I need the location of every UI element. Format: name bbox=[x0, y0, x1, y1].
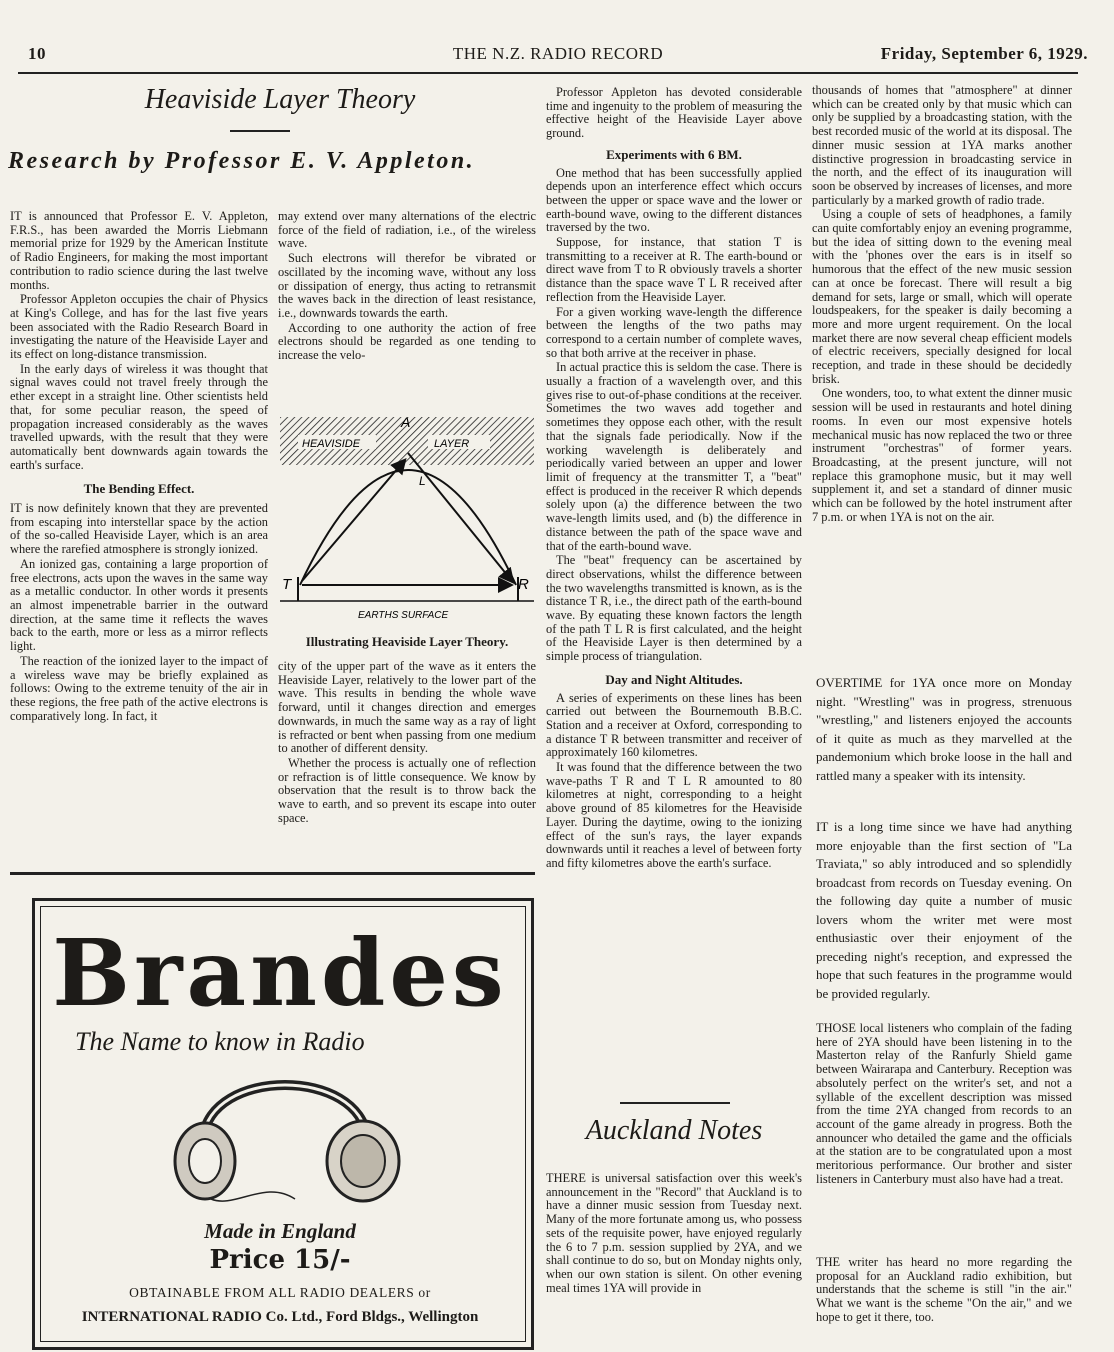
brandes-advert bbox=[32, 898, 534, 1350]
advert-company: INTERNATIONAL RADIO Co. Ltd., Ford Bldgs., Wellington bbox=[81, 1309, 479, 1325]
paragraph: The reaction of the ionized layer to the impact of a wireless wave may be briefly explained as follows: Owing to the extreme tenuity of the air in these regions, the free path of the active electrons is comparatively long. In fact, it bbox=[10, 653, 268, 723]
article-end-rule bbox=[10, 872, 535, 875]
diagram-caption: Illustrating Heaviside Layer Theory. bbox=[305, 634, 509, 649]
overtime-note bbox=[816, 674, 1072, 810]
label-heaviside: HEAVISIDE bbox=[302, 438, 361, 450]
advert-price: Price 15/- bbox=[209, 1245, 351, 1275]
paragraph: IT is a long time since we have had anything more enjoyable than the first section of "La Traviata," so ably introduced and so splendidly broadcast from records on Tuesday evening. On the following day quite a number of music lovers whom the writer met were most enthusiastic over their enjoyment of the preceding night's reception, and expressed the hope that such features in the programme would be provided regularly. bbox=[816, 819, 1072, 1001]
paragraph: thousands of homes that "atmosphere" at dinner which can be created only by that music which can only be supplied by a broadcasting station, with the best recorded music of the world at its disposal. The dinner music session at 1YA marks another distinctive progression in broadcasting service in the north, and the effect of its inauguration will soon be observed by increases of licenses, and more particularly by a marked growth of radio trade. bbox=[812, 84, 1072, 207]
auckland-divider bbox=[620, 1102, 730, 1104]
article-column-1 bbox=[10, 210, 268, 865]
bending-heading: The Bending Effect. bbox=[83, 481, 195, 497]
header-rule bbox=[18, 72, 1078, 74]
article-column-2-bottom bbox=[278, 660, 536, 865]
paragraph: One wonders, too, to what extent the dinner music session will be used in restaurants and hotel dining rooms. In even our most expensive hotels mechanical music has now replaced the two or three instrument "orchestras" of former years. Broadcasting, at the present juncture, will not replace this gramophone music, but it may well supplement it, and set a standard of dinner music which can be followed by the hotel instrument after 7 p.m. or when 1YA is not on the air. bbox=[812, 386, 1072, 524]
day-night-heading: Day and Night Altitudes. bbox=[605, 671, 743, 687]
paragraph: may extend over many alternations of the electric force of the field of radiation, i.e., of the wireless wave. bbox=[278, 210, 536, 251]
paragraph: Whether the process is actually one of reflection or refraction is of little consequence. We know by observation that the result is to throw back the wave to earth, and so prevent its escape into outer space. bbox=[278, 755, 536, 825]
page-header bbox=[28, 44, 1088, 70]
label-l: L bbox=[419, 474, 426, 488]
issue-date: Friday, September 6, 1929. bbox=[880, 44, 1088, 63]
paragraph: THERE is universal satisfaction over this week's announcement in the "Record" that Auckland is to have a dinner music session from Tuesday next. Many of the more fortunate among us, who possess sets of the requisite power, have enjoyed regularly the 6 to 7 p.m. session supplied by 2YA, and we shall continue to do so, but on Monday nights only, when our own station is silent. On other evening meal times 1YA will provide in bbox=[546, 1172, 802, 1295]
paragraph: IT is now definitely known that they are prevented from escaping into interstellar space by the action of the so-called Heaviside Layer, which is an area where the rarefied atmosphere is strongly ionized. bbox=[10, 501, 268, 557]
heaviside-diagram bbox=[278, 405, 536, 635]
auckland-column-4 bbox=[812, 84, 1072, 664]
label-t: T bbox=[282, 576, 292, 593]
title-divider bbox=[230, 130, 290, 132]
paragraph: It was found that the difference between the two wave-paths T R and T L R amounted to 80 kilometres at night, corresponding to a height above ground of 85 kilometres for the Heaviside Layer. During the daytime, owing to the ionizing effect of the sun's rays, the layer expands downwards until it reaches a level of between forty and fifty kilometres above the earth's surface. bbox=[546, 760, 802, 870]
paragraph: In actual practice this is seldom the case. There is usually a fraction of a wavelength over, and this gives rise to out-of-phase conditions at the receiver. Sometimes the two waves add together and sometimes they oppose each other, with the result that the signals fade periodically. Now if the working wavelength is deliberately and periodically varied between an upper and lower limit of frequency at the transmitter T, a "beat" effect is produced in the receiver R which depends solely upon (a) the difference between the two wave-length limits used, and (b) the difference in distance between the path of the space wave and that of the earth-bound wave. bbox=[546, 360, 802, 553]
advert-made-in: Made in England bbox=[204, 1219, 356, 1243]
paragraph: THOSE local listeners who complain of the fading here of 2YA should have been listening in to the Masterton relay of the Ranfurly Shield game between Wairarapa and Canterbury. Reception was absolutely perfect on the writer's set, and not a syllable of the excellent description was missed from the time 2YA changed from records to an account of the game already in progress. Both the announcer who detailed the game and the officials at the station are to be congratulated upon a most meritorious performance. Our brother and sister listeners in Canterbury must also have had a treat. bbox=[816, 1022, 1072, 1186]
paragraph: THE writer has heard no more regarding the proposal for an Auckland radio exhibition, but understands that the scheme is still "in the air." What we want is the scheme "On the air," and we hope to get it there, too. bbox=[816, 1256, 1072, 1324]
paragraph: Using a couple of sets of headphones, a family can quite comfortably enjoy an evening programme, but the idea of sitting down to the evening meal with the 'phones over the ears is in itself so humorous that the effect of the new music session can at once be forecast. There will result a big demand for sets, large or small, which will operate loudspeakers, for the speaker is daily becoming a more and more urgent requirement. On the local market there are now several cheap efficient models of electric receivers, specially designed for local reception, and trade in these should be decidedly brisk. bbox=[812, 207, 1072, 386]
article-column-2-top bbox=[278, 210, 536, 400]
paragraph: Professor Appleton occupies the chair of Physics at King's College, and has for the last five years been associated with the Radio Research Board in investigating the nature of the Heaviside Layer and its effect on long-distance transmission. bbox=[10, 292, 268, 362]
paragraph: In the early days of wireless it was thought that signal waves could not travel freely through the ether except in a straight line. Other scientists held that, for some peculiar reason, the speed of propagation increased considerably as the waves travelled upwards, with the result that they were automatically bent downwards again towards the earth's surface. bbox=[10, 361, 268, 472]
article-subtitle: Research by Professor E. V. Appleton. bbox=[8, 148, 476, 174]
label-a: A bbox=[401, 414, 411, 430]
headphones-illustration bbox=[145, 1059, 425, 1209]
paragraph: According to one authority the action of free electrons should be regarded as one tending to increase the velo- bbox=[278, 320, 536, 363]
advert-brand: Brandes bbox=[52, 919, 508, 1027]
page-number: 10 bbox=[28, 44, 46, 63]
paragraph: Suppose, for instance, that station T is transmitting to a receiver at R. The earth-bound or direct wave from T to R obviously travels a shorter distance than the space wave T L R received after reflection from the Heaviside Layer. bbox=[546, 235, 802, 304]
paragraph: For a given working wave-length the difference between the lengths of the two paths may correspond to a certain number of complete waves, so that both arrive at the receiver in phase. bbox=[546, 304, 802, 360]
ray-tl bbox=[302, 461, 404, 581]
label-r: R bbox=[518, 576, 529, 593]
advert-tagline: The Name to know in Radio bbox=[75, 1027, 365, 1056]
space-wave-path bbox=[300, 470, 516, 585]
traviata-note bbox=[816, 818, 1072, 1012]
paragraph: IT is announced that Professor E. V. Appleton, F.R.S., has been awarded the Morris Liebmann memorial prize for 1929 by the American Institute of Radio Engineers, for making the most important contribution to radio science during the last twelve months. bbox=[10, 210, 268, 292]
article-column-3 bbox=[546, 86, 802, 1086]
auckland-title: Auckland Notes bbox=[585, 1115, 763, 1146]
paragraph: Such electrons will therefor be vibrated or oscillated by the incoming wave, without any loss or dissipation of energy, thus acting to retransmit the waves back in the direction of least resistance, i.e., downwards towards the earth. bbox=[278, 251, 536, 320]
those-note bbox=[816, 1022, 1072, 1252]
col1-intro bbox=[10, 210, 268, 472]
ray-lr bbox=[408, 453, 512, 581]
label-earth: EARTHS SURFACE bbox=[358, 610, 449, 621]
paragraph: One method that has been successfully applied depends upon an interference effect which occurs between the upper or space wave and the lower or earth-bound wave, owing to the different distances traversed by the two. bbox=[546, 165, 802, 235]
advert-obtainable: OBTAINABLE FROM ALL RADIO DEALERS or bbox=[129, 1285, 431, 1300]
publication-title: THE N.Z. RADIO RECORD bbox=[452, 44, 664, 63]
paragraph: OVERTIME for 1YA once more on Monday night. "Wrestling" was in progress, strenuous "wrestling," and listeners enjoyed the accounts of it quite as much as they marvelled at the pandemonium which broke loose in the hall and rattled many a speaker with its intensity. bbox=[816, 675, 1072, 783]
paragraph: An ionized gas, containing a large proportion of free electrons, acts upon the waves in the same way as a metallic conductor. In other words it presents an almost impenetrable barrier in the outward direction, at the same time it reflects the waves back to the earth, more or less as a mirror reflects light. bbox=[10, 556, 268, 654]
paragraph: The "beat" frequency can be ascertained by direct observations, whilst the difference between the two wavelengths transmitted is known, as is the distance T R, i.e., the direct path of the earth-bound wave. By equating these known factors the length of the path T L R is first calculated, and the height of the Heaviside Layer is then determined by a simple process of triangulation. bbox=[546, 553, 802, 664]
paragraph: A series of experiments on these lines has been carried out between the Bournemouth B.B.C. Station and a receiver at Oxford, corresponding to a distance T R between transmitter and receiver of approximately 160 kilometres. bbox=[546, 690, 802, 760]
writer-note bbox=[816, 1256, 1072, 1346]
experiments-heading: Experiments with 6 BM. bbox=[606, 146, 742, 162]
auckland-column-3 bbox=[546, 1172, 802, 1348]
paragraph: Professor Appleton has devoted considerable time and ingenuity to the problem of measuring the effective height of the Heaviside Layer above ground. bbox=[546, 86, 802, 141]
label-layer: LAYER bbox=[434, 438, 470, 450]
paragraph: city of the upper part of the wave as it enters the Heaviside Layer, relatively to the lower part of the wave. This results in bending the whole wave forward, until it changes direction and emerges downwards, in much the same way as a ray of light is refracted or bent when passing from one medium to another of different density. bbox=[278, 660, 536, 756]
article-title: Heaviside Layer Theory bbox=[144, 84, 416, 115]
